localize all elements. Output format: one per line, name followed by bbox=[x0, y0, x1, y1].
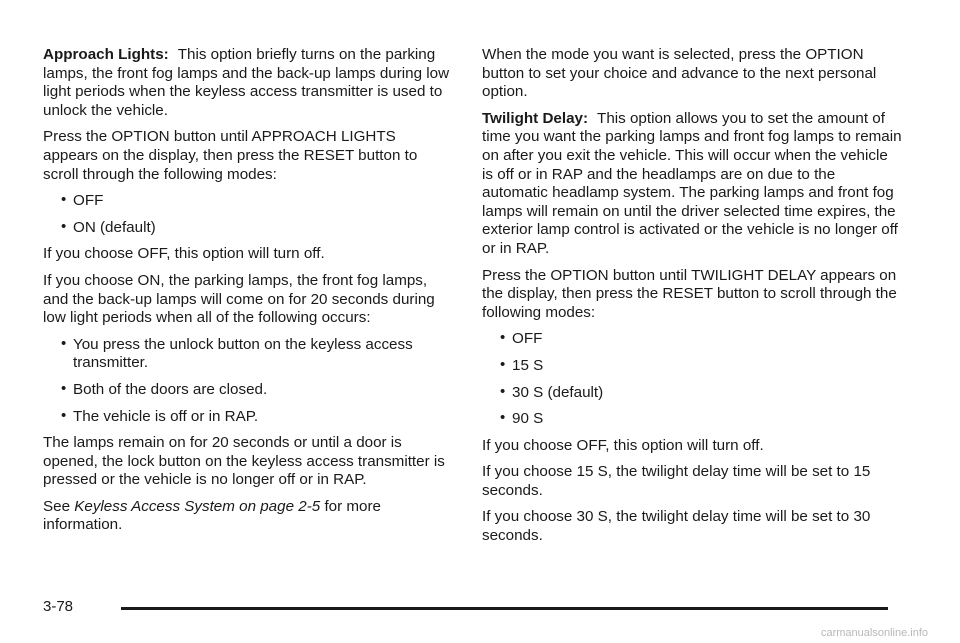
approach-if-off: If you choose OFF, this option will turn off. bbox=[43, 245, 325, 263]
twilight-press-option: Press the OPTION button until TWILIGHT DELAY appears on the display, then press the RESET button to scroll through the following modes: bbox=[482, 266, 897, 321]
lamps-remain-paragraph: The lamps remain on for 20 seconds or until a door is opened, the lock button on the keyless access transmitter is pressed or the vehicle is no longer off or in RAP. bbox=[43, 434, 445, 489]
when-selected-paragraph: When the mode you want is selected, press the OPTION button to set your choice and advance to the next personal option. bbox=[482, 46, 877, 101]
page-footer bbox=[43, 598, 888, 618]
see-suffix: for more information. bbox=[43, 497, 381, 534]
footer-rule bbox=[121, 607, 888, 610]
right-column bbox=[482, 46, 902, 554]
approach-if-on: If you choose ON, the parking lamps, the front fog lamps, and the back-up lamps will come on for 20 seconds during low light periods when all of the following occurs: bbox=[43, 271, 435, 327]
twilight-delay-text: This option allows you to set the amount of time you want the parking lamps and front fog lamps to remain on after you exit the vehicle. This will occur when the vehicle is off or in RAP and the headlamps are on due to the automatic headlamp system. The parking lamps and front fog lamps will remain on until the driver selected time expires, the exterior lamp control is activated or the vehicle is no longer off or in RAP. bbox=[482, 109, 902, 257]
approach-lights-heading: Approach Lights: bbox=[43, 46, 169, 63]
cross-reference-link[interactable]: Keyless Access System on page 2-5 bbox=[74, 497, 321, 515]
twilight-delay-paragraph bbox=[482, 110, 902, 259]
see-prefix: See bbox=[43, 497, 71, 515]
list-item: • 15 S bbox=[482, 357, 902, 376]
list-item: • OFF bbox=[43, 192, 453, 211]
approach-press-option: Press the OPTION button until APPROACH LIGHTS appears on the display, then press the RESET button to scroll through the following modes: bbox=[43, 128, 418, 183]
left-column bbox=[43, 46, 453, 543]
twilight-if-off: If you choose OFF, this option will turn off. bbox=[482, 436, 764, 454]
twilight-delay-heading: Twilight Delay: bbox=[482, 109, 589, 127]
page-number: 3-78 bbox=[43, 598, 74, 615]
list-item: • OFF bbox=[482, 330, 902, 349]
watermark: carmanualsonline.info bbox=[820, 627, 928, 639]
twilight-modes-list bbox=[482, 330, 902, 428]
approach-conditions-list bbox=[43, 336, 453, 426]
twilight-if-15: If you choose 15 S, the twilight delay time will be set to 15 seconds. bbox=[482, 463, 871, 499]
approach-modes-list bbox=[43, 192, 453, 237]
see-reference-paragraph bbox=[43, 498, 453, 535]
approach-lights-paragraph bbox=[43, 46, 453, 120]
approach-lights-text: This option briefly turns on the parking lamps, the front fog lamps and the back-up lamps during low light periods when the keyless access transmitter is used to unlock the vehicle. bbox=[43, 46, 450, 119]
list-item: • Both of the doors are closed. bbox=[43, 381, 453, 400]
twilight-if-30: If you choose 30 S, the twilight delay time will be set to 30 seconds. bbox=[482, 508, 871, 545]
list-item: • 90 S bbox=[482, 410, 902, 429]
list-item: • ON (default) bbox=[43, 219, 453, 238]
list-item: • 30 S (default) bbox=[482, 384, 902, 403]
list-item: • The vehicle is off or in RAP. bbox=[43, 408, 453, 427]
list-item: • You press the unlock button on the keyless access transmitter. bbox=[43, 336, 453, 373]
